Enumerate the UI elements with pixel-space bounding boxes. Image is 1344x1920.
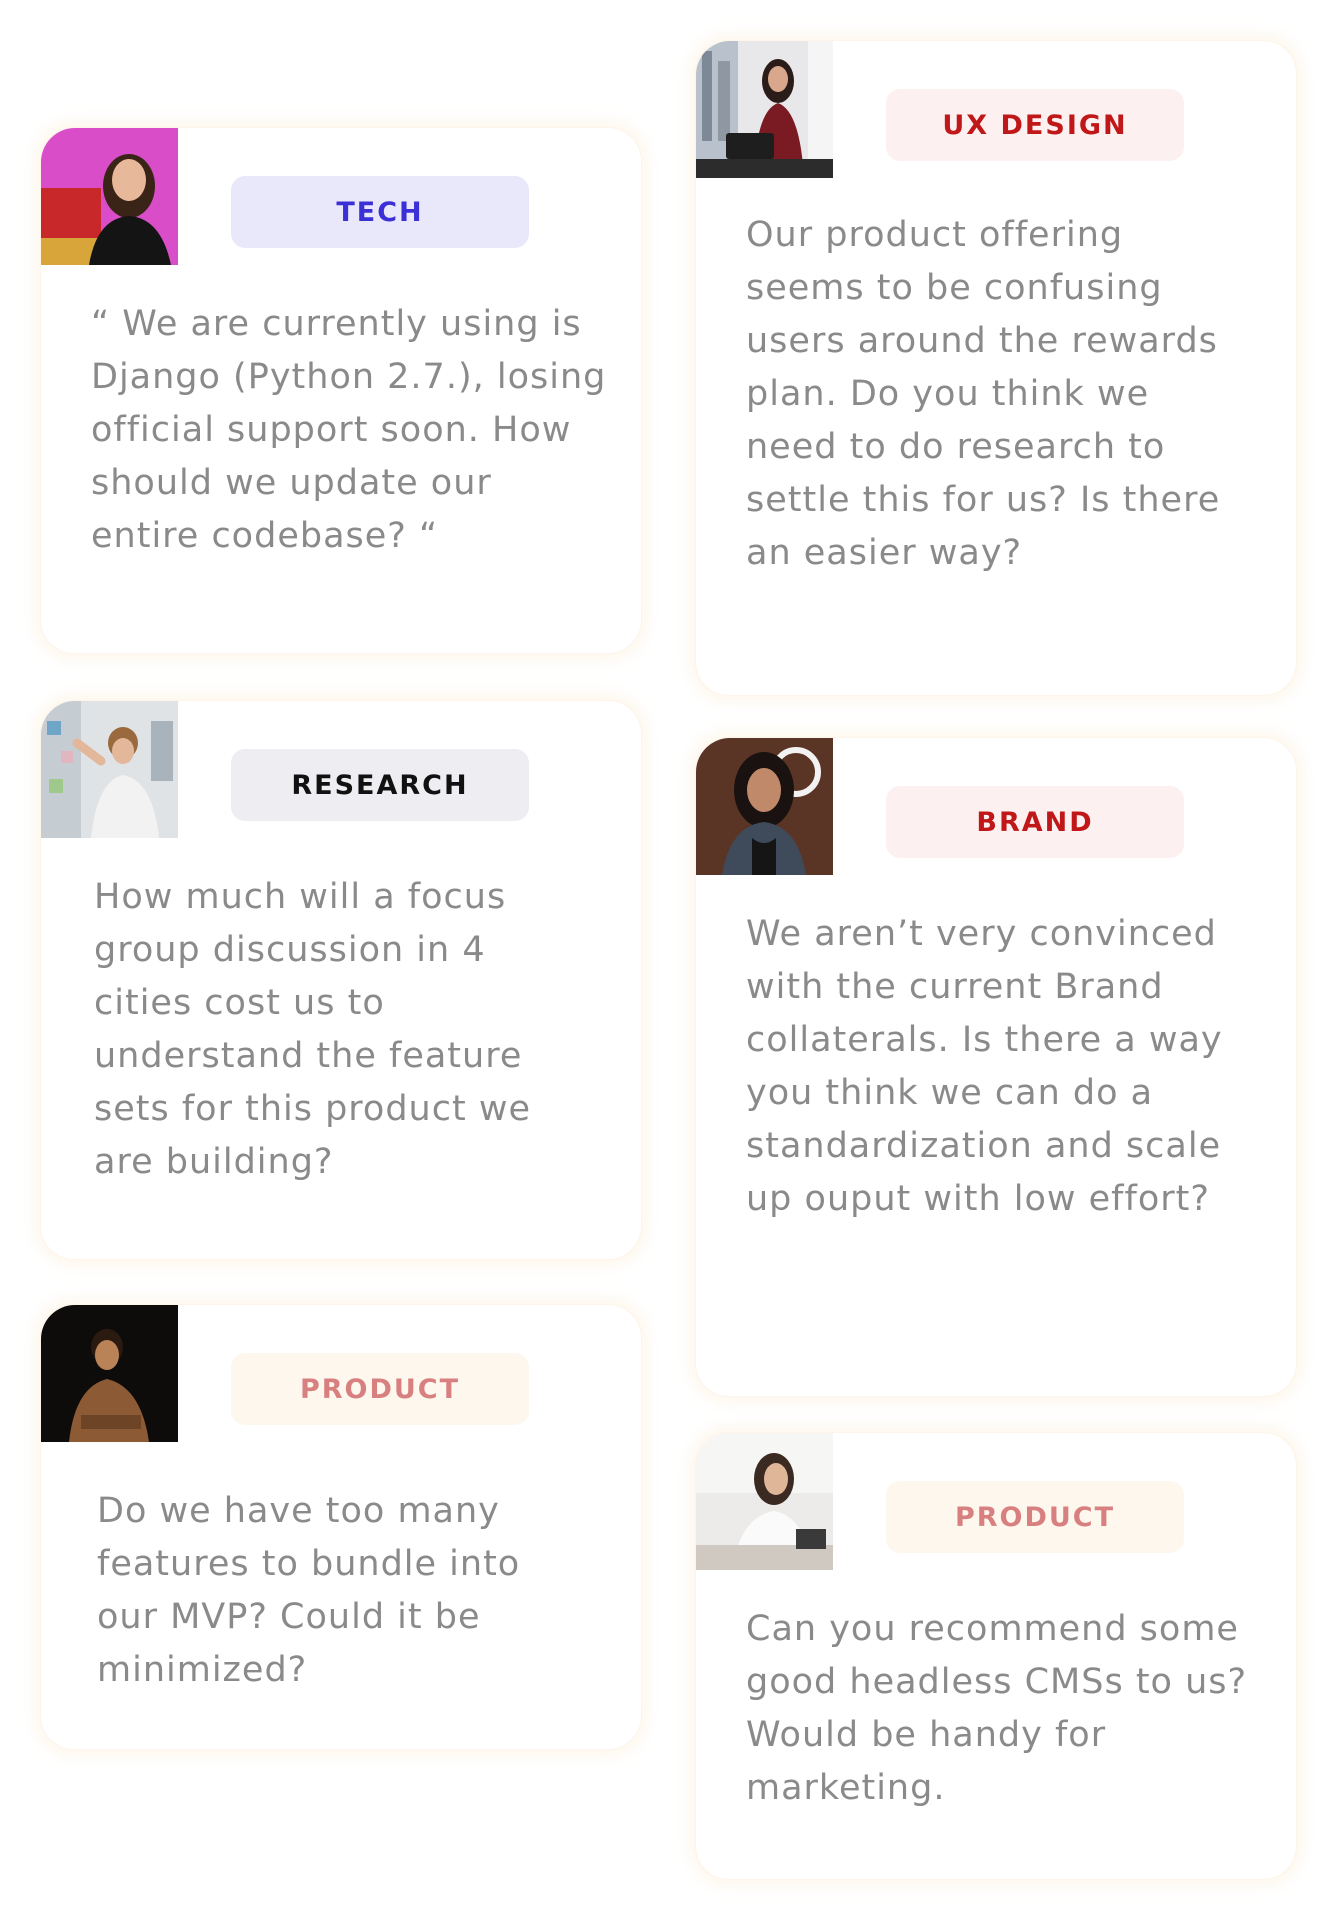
avatar bbox=[696, 738, 833, 875]
tag-badge[interactable]: PRODUCT bbox=[231, 1353, 529, 1425]
user-photo-icon bbox=[696, 41, 833, 178]
question-text: Can you recommend some good headless CMSs to us? Would be handy for marketing. bbox=[746, 1609, 1248, 1808]
avatar bbox=[696, 41, 833, 178]
question-text: Do we have too many features to bundle into our MVP? Could it be minimized? bbox=[97, 1491, 521, 1690]
tag-badge[interactable]: UX DESIGN bbox=[886, 89, 1184, 161]
avatar bbox=[696, 1433, 833, 1570]
user-photo-icon bbox=[41, 128, 178, 265]
tag-badge[interactable]: PRODUCT bbox=[886, 1481, 1184, 1553]
tag-badge[interactable]: TECH bbox=[231, 176, 529, 248]
question-text: How much will a focus group discussion in 4 cities cost us to understand the feature sets for this product we are building? bbox=[94, 877, 531, 1182]
card-research[interactable] bbox=[40, 700, 642, 1260]
avatar bbox=[41, 1305, 178, 1442]
card-tech[interactable] bbox=[40, 127, 642, 654]
question-text: “ We are currently using is Django (Python 2.7.), losing official support soon. How should we update our entire codebase? “ bbox=[91, 304, 607, 556]
tag-badge[interactable]: BRAND bbox=[886, 786, 1184, 858]
card-ux-design[interactable] bbox=[695, 40, 1297, 696]
question-text: Our product offering seems to be confusing users around the rewards plan. Do you think we need to do research to settle this for us? Is there an easier way? bbox=[746, 215, 1221, 573]
user-photo-icon bbox=[696, 738, 833, 875]
avatar bbox=[41, 701, 178, 838]
user-photo-icon bbox=[41, 1305, 178, 1442]
question-text: We aren’t very convinced with the current Brand collaterals. Is there a way you think we can do a standardization and scale up ouput with low effort? bbox=[746, 914, 1223, 1219]
user-photo-icon bbox=[41, 701, 178, 838]
card-brand[interactable] bbox=[695, 737, 1297, 1397]
tag-badge[interactable]: RESEARCH bbox=[231, 749, 529, 821]
avatar bbox=[41, 128, 178, 265]
card-product[interactable] bbox=[695, 1432, 1297, 1880]
card-product[interactable] bbox=[40, 1304, 642, 1750]
user-photo-icon bbox=[696, 1433, 833, 1570]
